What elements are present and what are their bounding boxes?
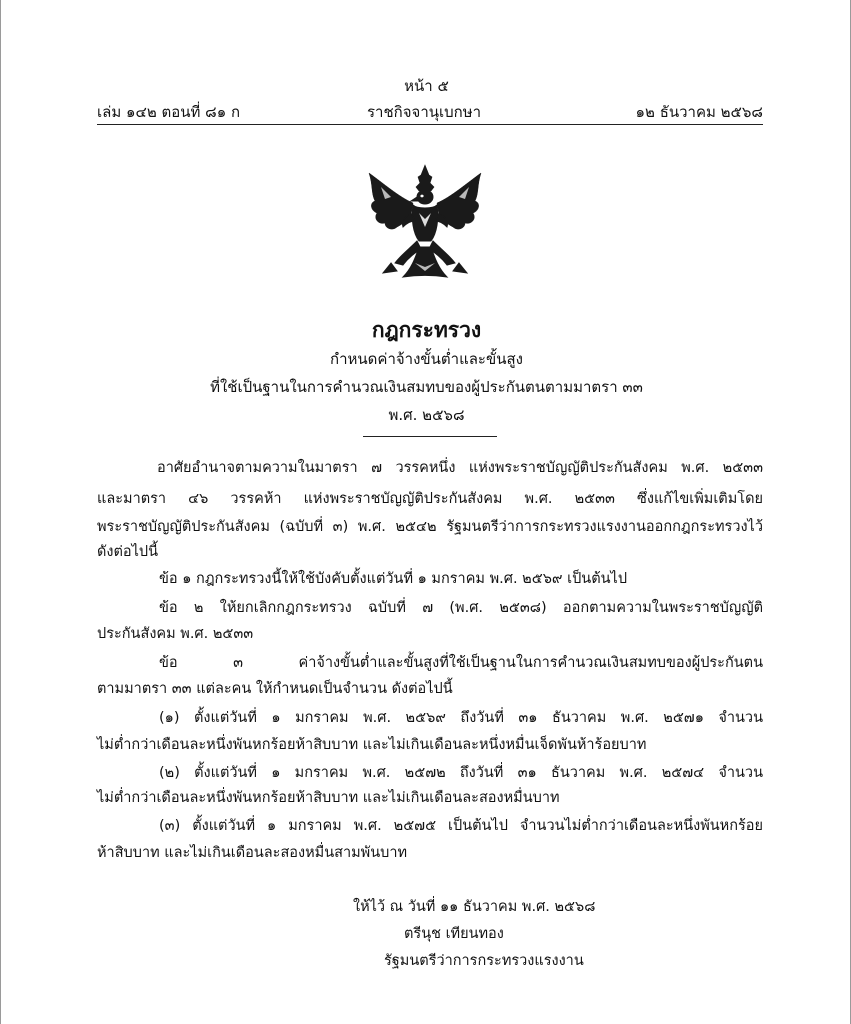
title-divider: [363, 436, 497, 437]
document-title: กฎกระทรวง: [371, 318, 482, 342]
garuda-emblem-icon: [361, 163, 489, 285]
item-3-line-1: (๓) ตั้งแต่วันที่ ๑ มกราคม พ.ศ. ๒๕๗๕ เป็นต้นไป จำนวนไม่ต่ำกว่าเดือนละหนึ่งพันหกร้อย: [159, 818, 763, 834]
gazette-publication: ราชกิจจานุเบกษา: [367, 103, 482, 121]
header-divider: [97, 124, 763, 125]
page-number: หน้า ๕: [404, 77, 449, 95]
gazette-header: [97, 100, 763, 122]
subtitle-line-1: กำหนดค่าจ้างขั้นต่ำและขั้นสูง: [330, 350, 523, 368]
preamble-line-3: พระราชบัญญัติประกันสังคม (ฉบับที่ ๓) พ.ศ. ๒๕๔๒ รัฐมนตรีว่าการกระทรวงแรงงานออกกฎกระทรวงไว้: [97, 519, 763, 535]
clause-2-line-2: ประกันสังคม พ.ศ. ๒๕๓๓: [97, 626, 254, 642]
subtitle-line-2: ที่ใช้เป็นฐานในการคำนวณเงินสมทบของผู้ประกันตนตามมาตรา ๓๓: [210, 378, 643, 396]
gazette-date: ๑๒ ธันวาคม ๒๕๖๘: [635, 103, 763, 121]
item-1-line-2: ไม่ต่ำกว่าเดือนละหนึ่งพันหกร้อยห้าสิบบาท และไม่เกินเดือนละหนึ่งหมื่นเจ็ดพันห้าร้อยบาท: [97, 737, 647, 753]
clause-2-line-1: ข้อ ๒ ให้ยกเลิกกฎกระทรวง ฉบับที่ ๗ (พ.ศ. ๒๕๓๘) ออกตามความในพระราชบัญญัติ: [159, 600, 763, 616]
signatory-position: รัฐมนตรีว่าการกระทรวงแรงงาน: [384, 953, 584, 969]
signature-date: ให้ไว้ ณ วันที่ ๑๑ ธันวาคม พ.ศ. ๒๕๖๘: [353, 899, 596, 915]
gazette-volume: เล่ม ๑๔๒ ตอนที่ ๘๑ ก: [97, 103, 241, 121]
item-2-line-1: (๒) ตั้งแต่วันที่ ๑ มกราคม พ.ศ. ๒๕๗๒ ถึงวันที่ ๓๑ ธันวาคม พ.ศ. ๒๕๗๔ จำนวน: [159, 765, 763, 781]
item-3-line-2: ห้าสิบบาท และไม่เกินเดือนละสองหมื่นสามพันบาท: [97, 845, 408, 861]
item-1-line-1: (๑) ตั้งแต่วันที่ ๑ มกราคม พ.ศ. ๒๕๖๙ ถึงวันที่ ๓๑ ธันวาคม พ.ศ. ๒๕๗๑ จำนวน: [159, 710, 763, 726]
clause-3-line-1: ข้อ ๓ ค่าจ้างขั้นต่ำและขั้นสูงที่ใช้เป็นฐานในการคำนวณเงินสมทบของผู้ประกันตน: [159, 655, 763, 671]
signatory-name: ตรีนุช เทียนทอง: [404, 926, 504, 942]
item-2-line-2: ไม่ต่ำกว่าเดือนละหนึ่งพันหกร้อยห้าสิบบาท และไม่เกินเดือนละสองหมื่นบาท: [97, 790, 560, 806]
clause-1-line-1: ข้อ ๑ กฎกระทรวงนี้ให้ใช้บังคับตั้งแต่วันที่ ๑ มกราคม พ.ศ. ๒๕๖๙ เป็นต้นไป: [159, 571, 628, 587]
preamble-line-1: อาศัยอำนาจตามความในมาตรา ๗ วรรคหนึ่ง แห่งพระราชบัญญัติประกันสังคม พ.ศ. ๒๕๓๓: [157, 460, 763, 476]
clause-3-line-2: ตามมาตรา ๓๓ แต่ละคน ให้กำหนดเป็นจำนวน ดังต่อไปนี้: [97, 681, 453, 697]
preamble-line-4: ดังต่อไปนี้: [97, 544, 159, 560]
subtitle-line-3: พ.ศ. ๒๕๖๘: [388, 406, 465, 424]
preamble-line-2: และมาตรา ๔๖ วรรคห้า แห่งพระราชบัญญัติประกันสังคม พ.ศ. ๒๕๓๓ ซึ่งแก้ไขเพิ่มเติมโดย: [97, 491, 763, 507]
